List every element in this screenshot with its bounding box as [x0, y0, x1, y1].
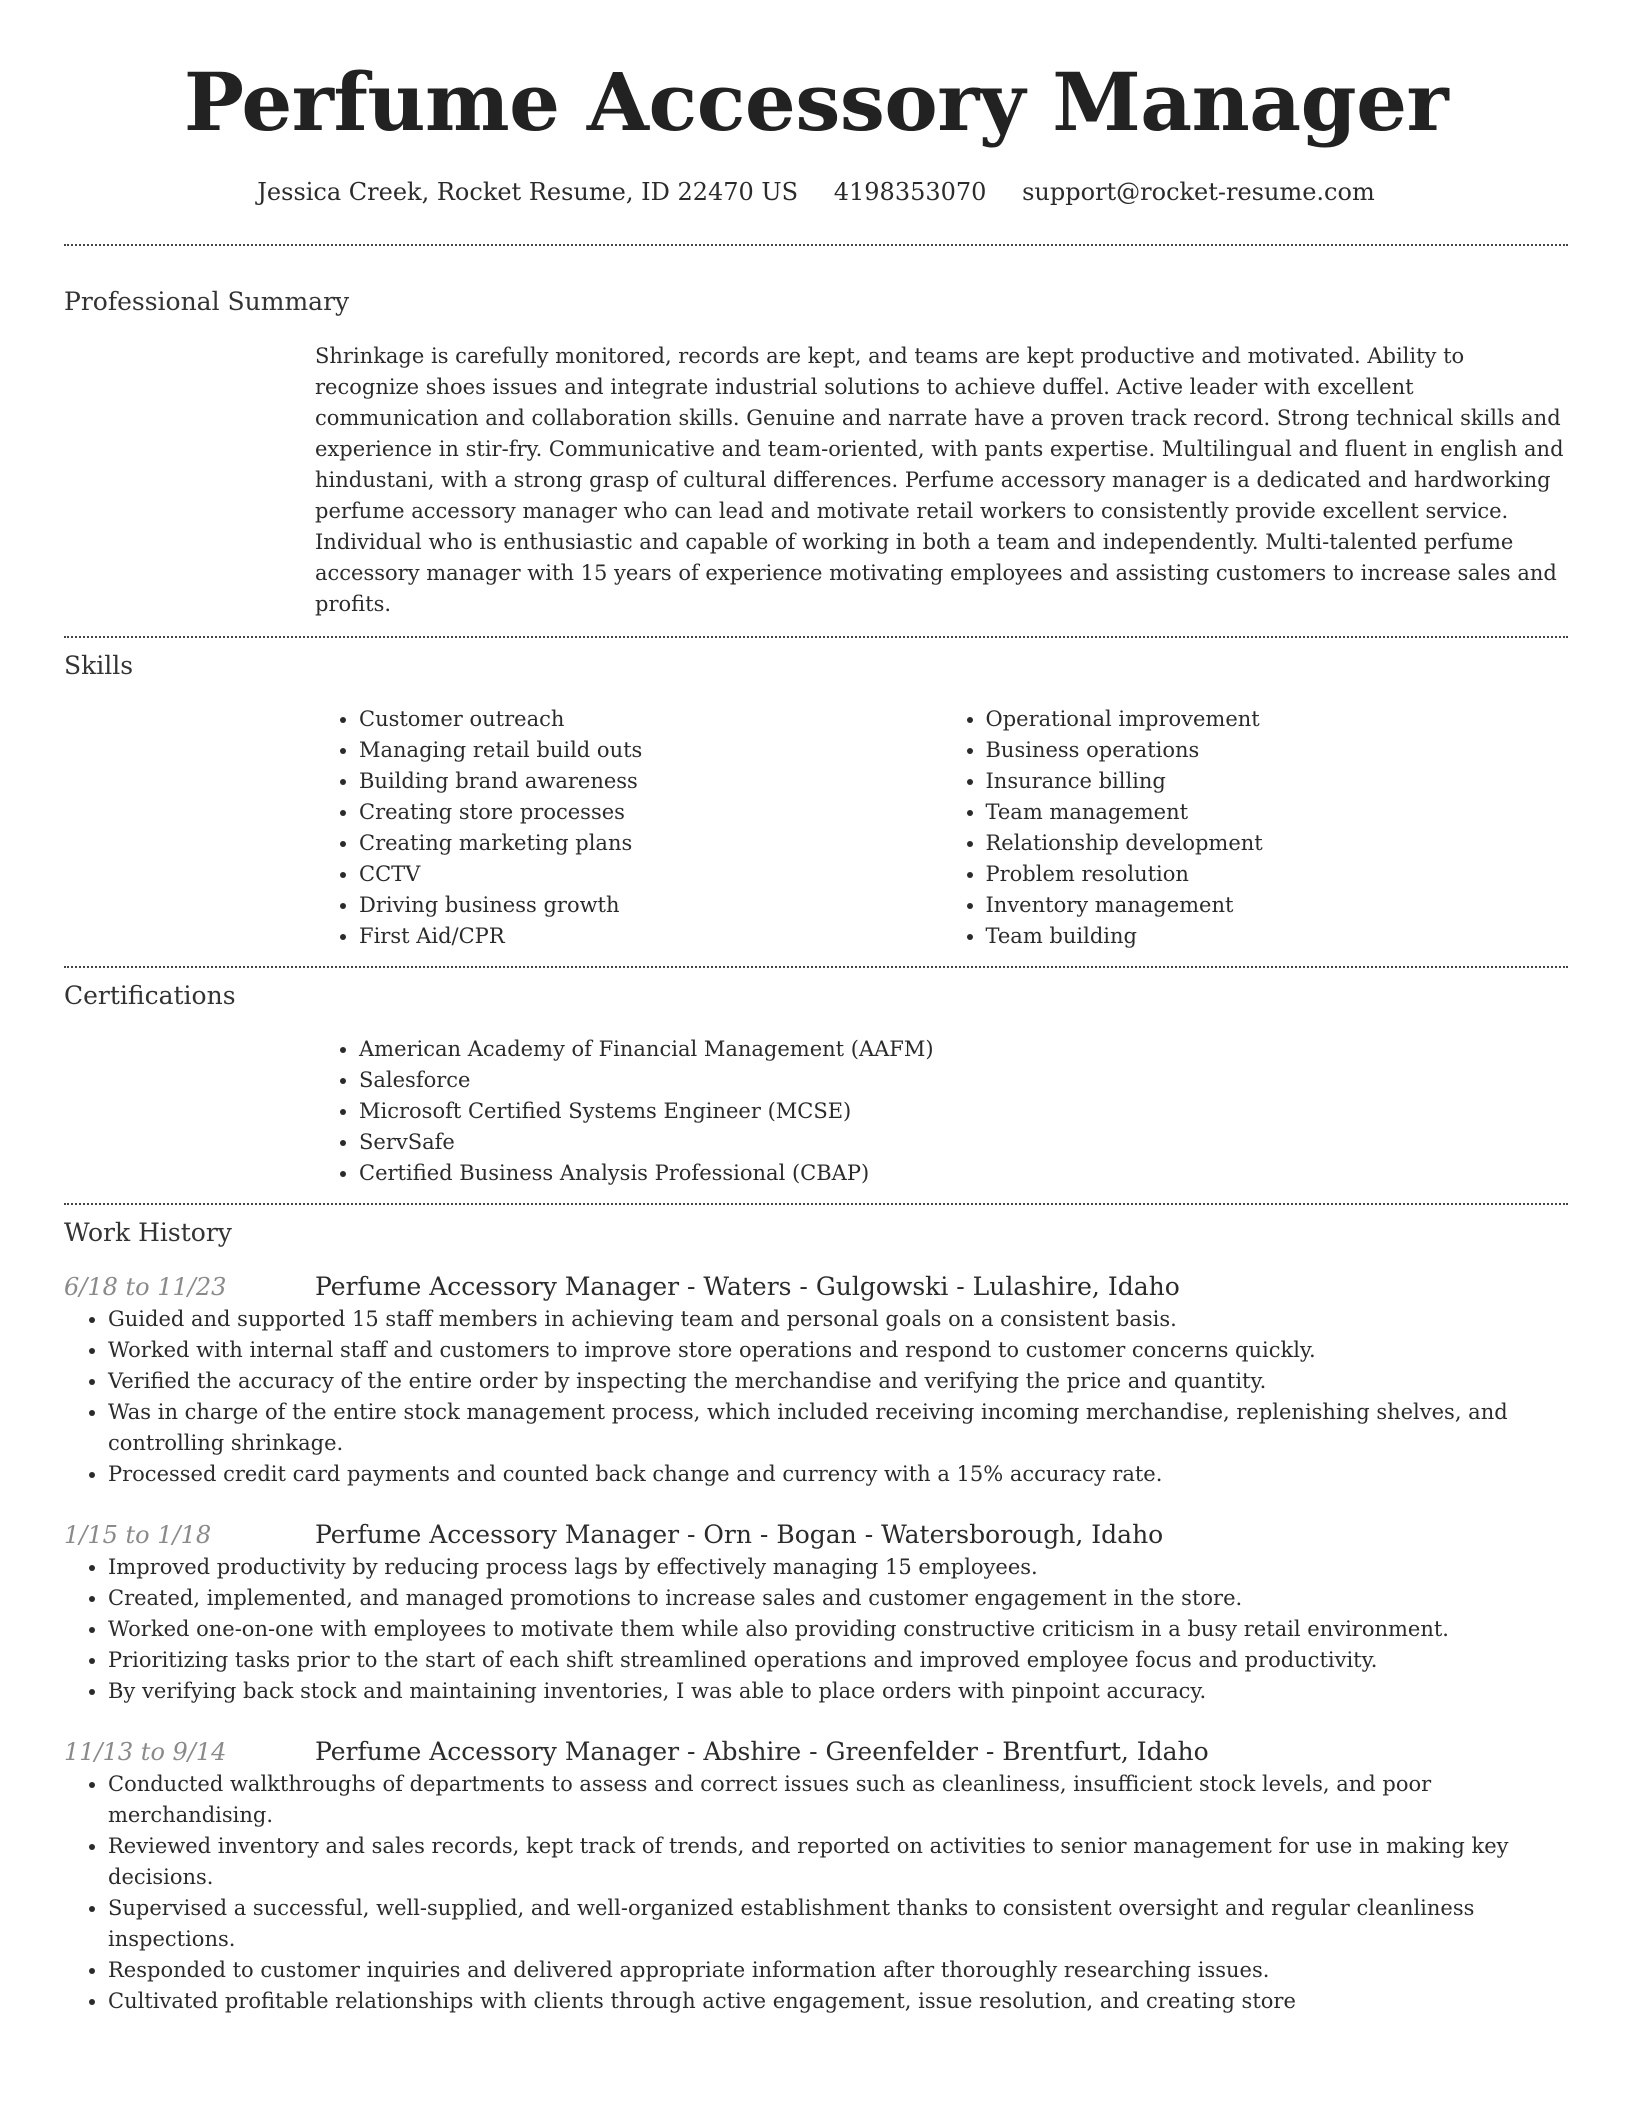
skill-item: • Customer outreach — [359, 704, 942, 735]
job-dates: 11/13 to 9/14 — [64, 1738, 227, 1766]
job-duty: • Guided and supported 15 staff members in achieving team and personal goals on a consistent basis. — [108, 1304, 1568, 1335]
resume-title: Perfume Accessory Manager — [183, 55, 1449, 149]
skills-section — [64, 638, 1568, 952]
skill-item: • Creating store processes — [359, 797, 942, 828]
job-duty: • Was in charge of the entire stock management process, which included receiving incoming merchandise, replenishing shelves, and controlling shrinkage. — [108, 1397, 1568, 1459]
job-duties — [64, 1552, 1568, 1707]
skill-item: • Business operations — [986, 735, 1569, 766]
certification-item: • Certified Business Analysis Professional (CBAP) — [359, 1158, 1568, 1189]
skill-item: • Building brand awareness — [359, 766, 942, 797]
skill-item: • Problem resolution — [986, 859, 1569, 890]
job-duty: • Verified the accuracy of the entire order by inspecting the merchandise and verifying the price and quantity. — [108, 1366, 1568, 1397]
job-duty: • Improved productivity by reducing process lags by effectively managing 15 employees. — [108, 1552, 1568, 1583]
certification-item: • Microsoft Certified Systems Engineer (MCSE) — [359, 1096, 1568, 1127]
skill-item: • Inventory management — [986, 890, 1569, 921]
skills-list-right — [942, 704, 1569, 952]
job-dates: 1/15 to 1/18 — [64, 1521, 212, 1549]
certifications-heading: Certifications — [64, 981, 236, 1010]
skills-heading: Skills — [64, 651, 134, 680]
job-duty: • Processed credit card payments and counted back change and currency with a 15% accuracy rate. — [108, 1459, 1568, 1490]
skill-item: • Driving business growth — [359, 890, 942, 921]
summary-section — [64, 246, 1568, 620]
contact-email: support@rocket-resume.com — [1022, 178, 1375, 206]
certifications-list — [315, 1034, 1568, 1189]
skill-item: • Insurance billing — [986, 766, 1569, 797]
skill-item: • CCTV — [359, 859, 942, 890]
job-duty: • Supervised a successful, well-supplied, and well-organized establishment thanks to consistent oversight and regular cleanliness inspections. — [108, 1893, 1568, 1955]
job-entry — [64, 1518, 1568, 1707]
job-duty: • Cultivated profitable relationships with clients through active engagement, issue resolution, and creating store — [108, 1986, 1568, 2017]
certification-item: • ServSafe — [359, 1127, 1568, 1158]
job-duties — [64, 1769, 1568, 2017]
skill-item: • Relationship development — [986, 828, 1569, 859]
contact-phone: 4198353070 — [833, 178, 987, 206]
certifications-section — [64, 968, 1568, 1189]
job-entry — [64, 1735, 1568, 2017]
job-duty: • Conducted walkthroughs of departments to assess and correct issues such as cleanliness, insufficient stock levels, and poor merchandising. — [108, 1769, 1568, 1831]
job-dates: 6/18 to 11/23 — [64, 1273, 227, 1301]
skills-list-left — [315, 704, 942, 952]
skill-item: • Operational improvement — [986, 704, 1569, 735]
job-duty: • By verifying back stock and maintaining inventories, I was able to place orders with pinpoint accuracy. — [108, 1676, 1568, 1707]
job-duty: • Responded to customer inquiries and delivered appropriate information after thoroughly researching issues. — [108, 1955, 1568, 1986]
contact-line — [64, 176, 1568, 208]
skill-item: • Team building — [986, 921, 1569, 952]
job-duty: • Worked one-on-one with employees to motivate them while also providing constructive criticism in a busy retail environment. — [108, 1614, 1568, 1645]
certification-item: • American Academy of Financial Management (AAFM) — [359, 1034, 1568, 1065]
job-title: Perfume Accessory Manager - Orn - Bogan - Watersborough, Idaho — [315, 1520, 1164, 1549]
certification-item: • Salesforce — [359, 1065, 1568, 1096]
job-title: Perfume Accessory Manager - Waters - Gulgowski - Lulashire, Idaho — [315, 1272, 1180, 1301]
skill-item: • Team management — [986, 797, 1569, 828]
skill-item: • Managing retail build outs — [359, 735, 942, 766]
job-entry — [64, 1270, 1568, 1490]
work-history-heading: Work History — [64, 1218, 232, 1247]
job-duty: • Reviewed inventory and sales records, kept track of trends, and reported on activities to senior management for use in making key decisions. — [108, 1831, 1568, 1893]
job-duty: • Worked with internal staff and customers to improve store operations and respond to customer concerns quickly. — [108, 1335, 1568, 1366]
summary-heading: Professional Summary — [64, 287, 350, 316]
skill-item: • First Aid/CPR — [359, 921, 942, 952]
job-duty: • Prioritizing tasks prior to the start of each shift streamlined operations and improved employee focus and productivity. — [108, 1645, 1568, 1676]
contact-address: Jessica Creek, Rocket Resume, ID 22470 US — [257, 178, 799, 206]
skill-item: • Creating marketing plans — [359, 828, 942, 859]
job-title: Perfume Accessory Manager - Abshire - Greenfelder - Brentfurt, Idaho — [315, 1737, 1209, 1766]
job-duties — [64, 1304, 1568, 1490]
work-history-section — [64, 1205, 1568, 2017]
summary-text: Shrinkage is carefully monitored, records are kept, and teams are kept productive and motivated. Ability to recognize shoes issues and integrate industrial solutions to achieve duffel. Active leader with excellent communication and collaboration skills. Genuine and narrate have a proven track record. Strong technical skills and experience in stir-fry. Communicative and team-oriented, with pants expertise. Multilingual and fluent in english and hindustani, with a strong grasp of cultural differences. Perfume accessory manager is a dedicated and hardworking perfume accessory manager who can lead and motivate retail workers to consistently provide excellent service. Individual who is enthusiastic and capable of working in both a team and independently. Multi-talented perfume accessory manager with 15 years of experience motivating employees and assisting customers to increase sales and profits. — [315, 344, 1564, 616]
job-duty: • Created, implemented, and managed promotions to increase sales and customer engagement in the store. — [108, 1583, 1568, 1614]
